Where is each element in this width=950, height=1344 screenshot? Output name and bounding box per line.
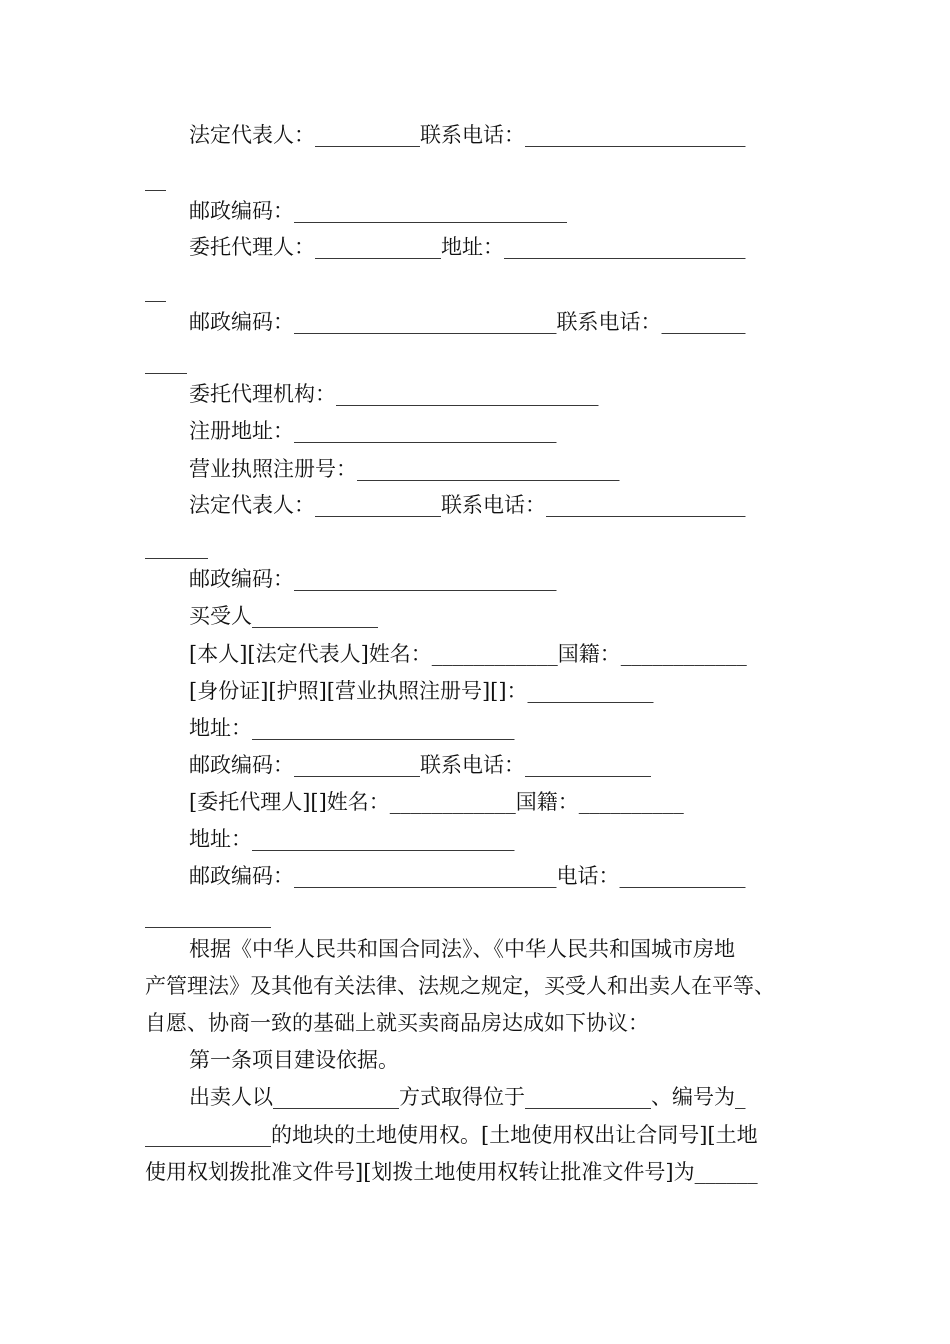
line-continuation: ______ bbox=[145, 535, 208, 559]
paragraph-line: 自愿、协商一致的基础上就买卖商品房达成如下协议： bbox=[145, 1011, 649, 1035]
id-document-line: [身份证][护照][营业执照注册号][]：____________ bbox=[189, 679, 654, 703]
paragraph-line: 产管理法》及其他有关法律、法规之规定，买受人和出卖人在平等、 bbox=[145, 974, 775, 998]
line-continuation: ____________ bbox=[145, 904, 271, 928]
buyer-line: 买受人____________ bbox=[189, 604, 378, 628]
line-continuation: __ bbox=[145, 167, 166, 191]
postal-code-line: 邮政编码：__________________________ bbox=[189, 199, 567, 223]
line-continuation: ____ bbox=[145, 350, 187, 374]
postal-code-phone-line: 邮政编码：_________________________电话：____________ bbox=[189, 864, 746, 888]
article-heading: 第一条项目建设依据。 bbox=[189, 1048, 399, 1072]
buyer-name-nationality-line: [本人][法定代表人]姓名：____________国籍：____________ bbox=[189, 642, 747, 666]
postal-code-phone-line: 邮政编码：____________联系电话：____________ bbox=[189, 753, 651, 777]
agent-address-line: 委托代理人：____________地址：_______________________ bbox=[189, 235, 746, 259]
address-line: 地址：_________________________ bbox=[189, 716, 515, 740]
registered-address-line: 注册地址：_________________________ bbox=[189, 419, 557, 443]
line-continuation: __ bbox=[145, 278, 166, 302]
postal-code-line: 邮政编码：_________________________ bbox=[189, 567, 557, 591]
legal-representative-contact-line: 法定代表人：__________联系电话：_____________________ bbox=[189, 123, 746, 147]
agent-name-nationality-line: [委托代理人][]姓名：____________国籍：__________ bbox=[189, 790, 684, 814]
business-license-line: 营业执照注册号：_________________________ bbox=[189, 457, 620, 481]
paragraph-line: 出卖人以____________方式取得位于____________、编号为_ bbox=[189, 1085, 746, 1109]
paragraph-line: 使用权划拨批准文件号][划拨土地使用权转让批准文件号]为______ bbox=[145, 1160, 758, 1184]
address-line: 地址：_________________________ bbox=[189, 827, 515, 851]
paragraph-line: 根据《中华人民共和国合同法》、《中华人民共和国城市房地 bbox=[189, 937, 735, 961]
paragraph-line: ____________的地块的土地使用权。[土地使用权出让合同号][土地 bbox=[145, 1123, 758, 1147]
legal-representative-contact-line: 法定代表人：____________联系电话：___________________ bbox=[189, 493, 746, 517]
postal-code-phone-line: 邮政编码：_________________________联系电话：________ bbox=[189, 310, 746, 334]
agency-line: 委托代理机构：_________________________ bbox=[189, 382, 599, 406]
